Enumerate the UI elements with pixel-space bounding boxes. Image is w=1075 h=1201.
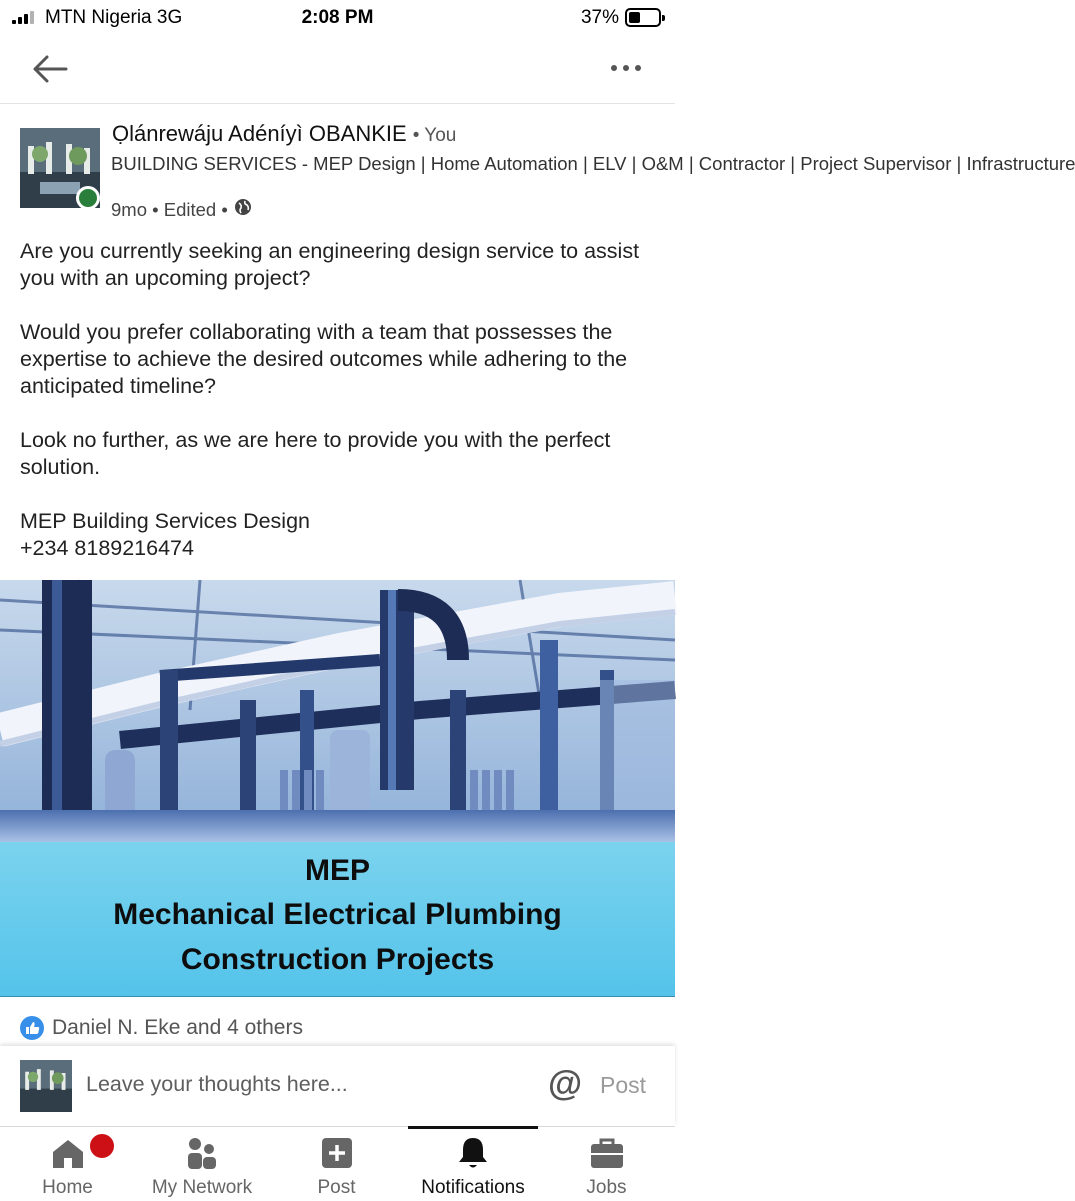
tab-label: Jobs: [586, 1177, 627, 1198]
home-icon: [50, 1135, 86, 1171]
comment-input[interactable]: [86, 1072, 526, 1097]
banner-title: MEP: [304, 854, 370, 887]
tab-label: Home: [42, 1177, 93, 1198]
like-icon: [20, 1016, 44, 1040]
banner-caption: Construction Projects: [180, 943, 495, 976]
post-image[interactable]: [0, 580, 675, 997]
nav-header: [0, 36, 675, 104]
tab-my-network[interactable]: [136, 1127, 268, 1201]
author-name-text[interactable]: Ọlánrewáju Adéníyì OBANKIE: [112, 121, 407, 146]
back-arrow-icon[interactable]: [30, 52, 70, 86]
post-icon: [319, 1135, 355, 1171]
online-status-indicator: [76, 186, 100, 210]
author-you-badge: • You: [412, 125, 457, 146]
battery-icon: [625, 8, 661, 27]
post-text: [20, 238, 660, 562]
tab-post[interactable]: [280, 1127, 393, 1201]
clock: 2:08 PM: [301, 7, 374, 28]
post-paragraph: Look no further, as we are here to provide you with the perfect solution.: [20, 428, 611, 479]
post-meta-text: 9mo • Edited •: [111, 198, 228, 220]
tab-jobs[interactable]: [550, 1127, 663, 1201]
network-icon: [184, 1135, 220, 1171]
industrial-pipes-photo: [0, 580, 675, 842]
mention-icon[interactable]: @: [548, 1064, 583, 1103]
post-paragraph[interactable]: MEP Building Services Design +234 8189216474: [20, 509, 310, 560]
post-paragraph: Would you prefer collaborating with a team that possesses the expertise to achieve the desired outcomes while adhering to the anticipated timeline?: [20, 320, 628, 398]
post-comment-button[interactable]: Post: [600, 1072, 647, 1098]
globe-icon: [234, 198, 252, 221]
notification-badge: [87, 1131, 117, 1161]
more-options-icon[interactable]: [611, 65, 641, 71]
author-headline: BUILDING SERVICES - MEP Design | Home Automation | ELV | O&M | Contractor | Project Supervisor | Infrastructure: [111, 153, 1075, 174]
tab-label: Post: [317, 1177, 356, 1198]
avatar: [20, 1060, 72, 1112]
bottom-tab-bar: [0, 1126, 675, 1200]
reactions-summary[interactable]: [20, 1016, 303, 1040]
tab-label: My Network: [151, 1177, 253, 1198]
post-paragraph: Are you currently seeking an engineering design service to assist you with an upcoming project?: [20, 239, 640, 290]
image-banner: [0, 842, 675, 997]
status-bar: [0, 0, 675, 36]
comment-bar: [0, 1046, 675, 1126]
banner-subtitle: Mechanical Electrical Plumbing: [113, 898, 562, 931]
tab-label: Notifications: [421, 1177, 525, 1198]
carrier-label: MTN Nigeria 3G: [45, 7, 183, 28]
reactions-text[interactable]: Daniel N. Eke and 4 others: [52, 1016, 303, 1039]
post-author: [0, 104, 1075, 224]
author-name[interactable]: [112, 121, 456, 147]
bell-icon: [455, 1135, 491, 1171]
tab-home[interactable]: [10, 1127, 125, 1201]
tab-notifications[interactable]: [408, 1127, 538, 1201]
briefcase-icon: [589, 1135, 625, 1171]
post-meta: [111, 198, 252, 221]
battery-percent: 37%: [580, 7, 619, 28]
